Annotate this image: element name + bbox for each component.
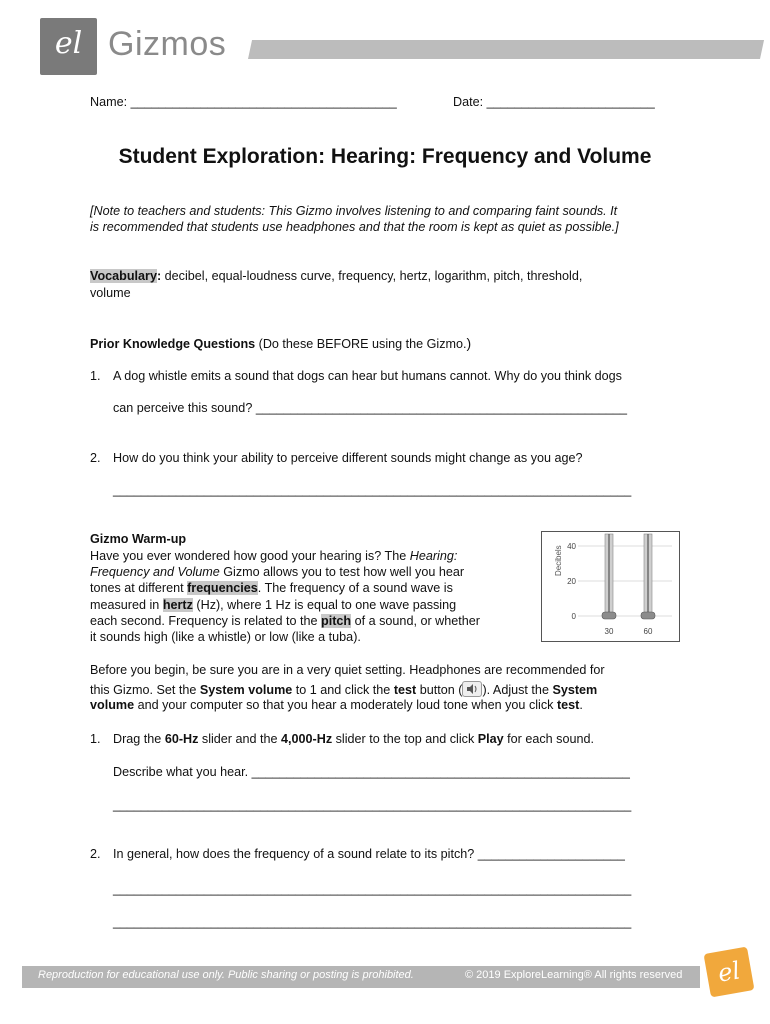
y-axis-label: Decibels (554, 545, 563, 576)
explorelearning-logo: el (704, 947, 755, 998)
warmup-q1-text: Drag the 60-Hz slider and the 4,000-Hz slider to the top and click Play for each sound. (113, 732, 594, 746)
name-blank[interactable]: ______________________________________ (130, 95, 397, 109)
warmup-p2-line-2: this Gizmo. Set the System volume to 1 and click the test button ( ). Adjust the System (90, 683, 598, 697)
warmup-q1-answer-line-2[interactable]: __________________________________________________________________________ (113, 798, 632, 812)
term-frequencies: frequencies (187, 581, 258, 595)
warmup-line-1: Have you ever wondered how good your hearing is? The Hearing: (90, 549, 458, 563)
footer-copyright: © 2019 ExploreLearning® All rights reserved (465, 969, 683, 981)
x-tick-label: 60 (643, 627, 653, 636)
warmup-q2-answer-line-2[interactable]: __________________________________________________________________________ (113, 915, 632, 929)
vocabulary-line-2: volume (90, 286, 131, 300)
page-title: Student Exploration: Hearing: Frequency and Volume (118, 145, 652, 168)
y-tick-label: 40 (567, 542, 576, 551)
logo-mark: el (54, 26, 83, 61)
name-field (90, 94, 397, 110)
warmup-q2-text[interactable]: In general, how does the frequency of a sound relate to its pitch? _____________________ (113, 847, 625, 861)
warmup-line-2: Frequency and Volume Gizmo allows you to test how well you hear (90, 565, 465, 579)
prior-q1-answer-line[interactable]: can perceive this sound? _____________________________________________________ (113, 401, 628, 415)
slider-handle (602, 612, 616, 619)
warmup-line-4: measured in hertz (Hz), where 1 Hz is equal to one wave passing (90, 598, 457, 612)
vocabulary-label: Vocabulary (90, 269, 157, 283)
term-pitch: pitch (321, 614, 352, 628)
y-tick-label: 0 (571, 612, 576, 621)
prior-q1-number: 1. (90, 369, 101, 383)
decibel-slider-image (541, 531, 680, 642)
prior-q2-answer-line[interactable]: __________________________________________________________________________ (113, 483, 632, 497)
date-field (453, 94, 655, 110)
brand-name: Gizmos (108, 25, 227, 63)
warmup-q2-number: 2. (90, 847, 101, 861)
prior-q2-number: 2. (90, 451, 101, 465)
gizmos-logo (40, 18, 97, 75)
name-label: Name: (90, 95, 128, 109)
prior-heading: Prior Knowledge Questions (Do these BEFORE using the Gizmo.) (90, 335, 472, 351)
prior-q1-text: A dog whistle emits a sound that dogs can hear but humans cannot. Why do you think dogs (113, 369, 622, 383)
warmup-q2-answer-line-1[interactable]: __________________________________________________________________________ (113, 882, 632, 896)
speaker-icon (462, 681, 482, 697)
warmup-p2-line-3: volume and your computer so that you hear a moderately loud tone when you click test. (90, 698, 583, 712)
warmup-q1-answer-line-1[interactable]: Describe what you hear. ______________________________________________________ (113, 765, 630, 779)
y-tick-label: 20 (567, 577, 576, 586)
note-line-1: [Note to teachers and students: This Gizmo involves listening to and comparing faint sounds. It (90, 204, 618, 218)
footer-disclaimer: Reproduction for educational use only. Public sharing or posting is prohibited. (38, 969, 414, 981)
warmup-q1-number: 1. (90, 732, 101, 746)
warmup-line-3: tones at different frequencies. The frequency of a sound wave is (90, 581, 453, 595)
slider-chart (542, 532, 679, 641)
date-label: Date: (453, 95, 484, 109)
warmup-line-6: it sounds high (like a whistle) or low (like a tuba). (90, 630, 361, 644)
x-tick-label: 30 (604, 627, 614, 636)
warmup-heading: Gizmo Warm-up (90, 532, 187, 546)
date-blank[interactable]: ________________________ (486, 95, 655, 109)
header-bar (248, 40, 764, 59)
warmup-p2-line-1: Before you begin, be sure you are in a very quiet setting. Headphones are recommended for (90, 663, 605, 677)
note-line-2: is recommended that students use headphones and that the room is kept as quiet as possible.] (90, 220, 619, 234)
term-hertz: hertz (162, 598, 193, 612)
warmup-line-5: each second. Frequency is related to the pitch of a sound, or whether (90, 614, 480, 628)
prior-q2-text: How do you think your ability to perceive different sounds might change as you age? (113, 451, 583, 465)
vocabulary-line-1: Vocabulary: decibel, equal-loudness curve, frequency, hertz, logarithm, pitch, threshold, (90, 269, 583, 283)
slider-handle (641, 612, 655, 619)
